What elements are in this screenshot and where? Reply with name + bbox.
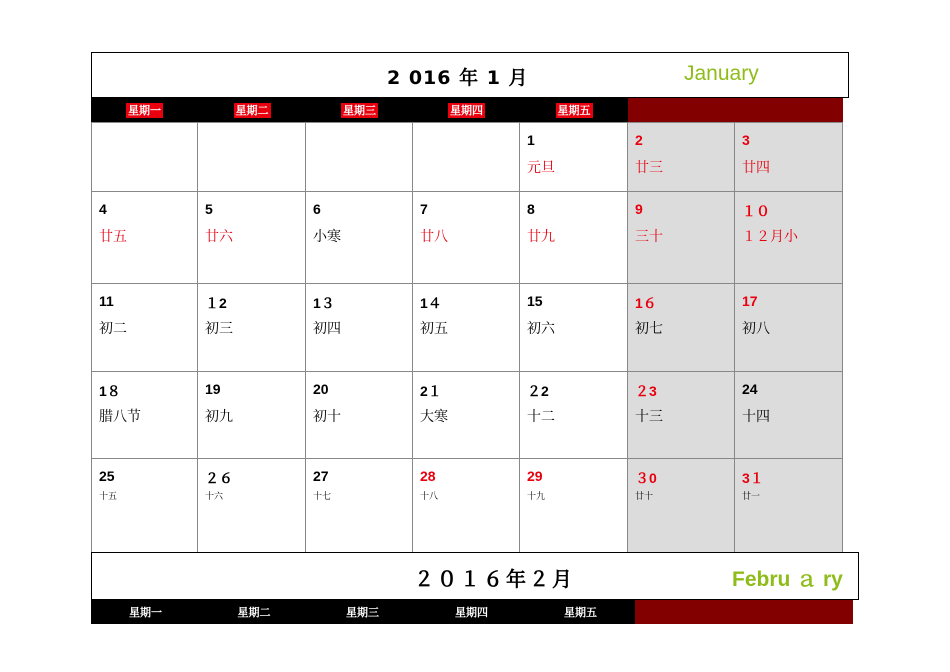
weekday-label: 星期一 <box>128 103 161 117</box>
lunar-note: 廿三 <box>635 160 663 176</box>
day-cell <box>735 372 843 459</box>
day-cell <box>628 284 735 372</box>
weekday-label: 星期二 <box>235 103 269 117</box>
january-title-band <box>91 52 849 98</box>
january-title-en: January <box>684 62 759 85</box>
day-cell <box>306 192 413 284</box>
day-number: 25 <box>99 468 115 484</box>
weekday-tue <box>200 600 308 624</box>
day-cell <box>306 459 413 553</box>
lunar-note: 十八 <box>420 492 439 502</box>
january-title-cn: 2 016 年 1 月 <box>387 67 529 89</box>
day-cell <box>91 459 198 553</box>
day-number: 1８ <box>99 383 121 399</box>
lunar-note: 初五 <box>420 321 448 337</box>
day-number: 29 <box>527 468 543 484</box>
weekday-wed <box>306 98 413 122</box>
lunar-note: 三十 <box>635 229 663 245</box>
day-number: 1３ <box>313 295 335 311</box>
day-number: 3１ <box>742 470 764 486</box>
day-cell <box>306 284 413 372</box>
day-cell <box>413 372 520 459</box>
day-cell <box>413 122 520 192</box>
lunar-note: 十三 <box>635 409 663 425</box>
day-number: 3 <box>742 132 750 148</box>
lunar-note: 元旦 <box>527 160 555 176</box>
day-number: 1 <box>527 132 535 148</box>
weekday-thu <box>417 600 526 624</box>
weekday-mon <box>91 98 198 122</box>
weekday-label: 星期四 <box>450 103 483 117</box>
weekday-label: 星期四 <box>455 605 488 619</box>
weekday-thu <box>413 98 520 122</box>
lunar-note: 初九 <box>205 409 233 425</box>
day-number: 4 <box>99 201 107 217</box>
weekday-label: 星期五 <box>564 605 597 619</box>
day-cell <box>413 192 520 284</box>
day-cell <box>413 284 520 372</box>
day-cell <box>628 192 735 284</box>
february-weekday-header <box>91 600 853 624</box>
day-number: 15 <box>527 293 543 309</box>
lunar-note: 廿四 <box>742 160 770 176</box>
day-cell <box>628 122 735 192</box>
lunar-note: 小寒 <box>313 229 341 245</box>
day-number: 19 <box>205 381 221 397</box>
weekday-wed <box>308 600 417 624</box>
lunar-note: 十二 <box>527 409 555 425</box>
weekend-header <box>635 600 853 624</box>
day-number: 2 <box>635 132 643 148</box>
lunar-note: 初四 <box>313 321 341 337</box>
day-cell <box>198 459 306 553</box>
lunar-note: 廿九 <box>527 229 555 245</box>
lunar-note: 廿五 <box>99 229 127 245</box>
february-title-cn: ２０１６年２月 <box>414 567 575 591</box>
day-number: ２６ <box>205 470 233 486</box>
weekday-label: 星期三 <box>343 103 376 117</box>
january-weekday-header <box>91 98 843 122</box>
day-cell <box>520 284 628 372</box>
lunar-note: 初八 <box>742 321 770 337</box>
day-number: 20 <box>313 381 329 397</box>
day-cell <box>735 192 843 284</box>
day-number: １０ <box>742 203 770 219</box>
weekday-fri <box>526 600 635 624</box>
day-cell <box>91 372 198 459</box>
lunar-note: 廿八 <box>420 229 448 245</box>
february-title-en: Febru ａ ry <box>732 568 843 591</box>
lunar-note: 廿十 <box>635 492 654 502</box>
day-cell <box>735 459 843 553</box>
day-cell <box>735 284 843 372</box>
day-cell <box>91 122 198 192</box>
day-number: 27 <box>313 468 329 484</box>
day-cell <box>520 372 628 459</box>
day-number: 8 <box>527 201 535 217</box>
day-number: ２3 <box>635 383 657 399</box>
day-number: 24 <box>742 381 758 397</box>
day-cell <box>628 372 735 459</box>
lunar-note: 初十 <box>313 409 341 425</box>
day-number: 5 <box>205 201 213 217</box>
day-cell <box>198 192 306 284</box>
lunar-note: 腊八节 <box>99 409 141 425</box>
day-cell <box>306 372 413 459</box>
day-cell <box>198 122 306 192</box>
day-cell <box>628 459 735 553</box>
day-number: 11 <box>99 293 114 309</box>
weekday-mon <box>91 600 200 624</box>
weekday-label: 星期二 <box>237 605 271 619</box>
day-cell <box>91 284 198 372</box>
lunar-note: 初六 <box>527 321 555 337</box>
day-cell <box>91 192 198 284</box>
day-number: 6 <box>313 201 321 217</box>
january-calendar-grid <box>91 122 843 553</box>
day-cell <box>198 372 306 459</box>
weekend-header <box>628 98 843 122</box>
day-cell <box>520 122 628 192</box>
weekday-label: 星期三 <box>346 605 379 619</box>
day-number: 9 <box>635 201 643 217</box>
day-number: 2１ <box>420 383 442 399</box>
weekday-label: 星期一 <box>129 605 162 619</box>
day-cell <box>306 122 413 192</box>
day-number: 1４ <box>420 295 442 311</box>
day-cell <box>520 192 628 284</box>
lunar-note: 十九 <box>527 492 546 502</box>
lunar-note: 十五 <box>99 492 118 502</box>
weekday-tue <box>198 98 306 122</box>
lunar-note: １２月小 <box>742 229 798 245</box>
day-number: 28 <box>420 468 436 484</box>
lunar-note: 初三 <box>205 321 233 337</box>
day-cell <box>198 284 306 372</box>
day-cell <box>520 459 628 553</box>
lunar-note: 初二 <box>99 321 127 337</box>
day-number: ３0 <box>635 470 657 486</box>
day-cell <box>413 459 520 553</box>
lunar-note: 十七 <box>313 492 332 502</box>
lunar-note: 初七 <box>635 321 663 337</box>
day-number: 7 <box>420 201 428 217</box>
lunar-note: 大寒 <box>420 409 448 425</box>
weekday-fri <box>520 98 628 122</box>
day-number: 17 <box>742 293 758 309</box>
february-title-band <box>91 552 859 600</box>
day-cell <box>735 122 843 192</box>
lunar-note: 十六 <box>205 492 224 502</box>
day-number: ２2 <box>527 383 549 399</box>
lunar-note: 廿一 <box>742 492 761 502</box>
lunar-note: 十四 <box>742 409 770 425</box>
day-number: １2 <box>205 295 227 311</box>
weekday-label: 星期五 <box>557 103 591 117</box>
lunar-note: 廿六 <box>205 229 233 245</box>
day-number: 1６ <box>635 295 657 311</box>
